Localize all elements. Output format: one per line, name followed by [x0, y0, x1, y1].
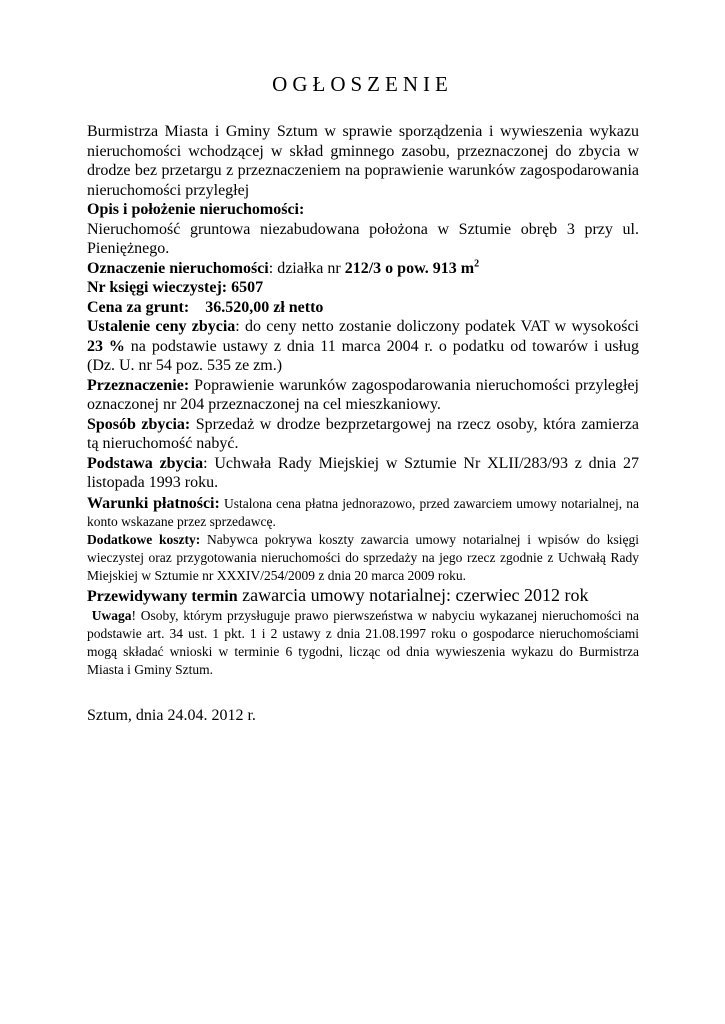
uwaga-label: Uwaga	[91, 607, 132, 623]
przeznaczenie-paragraph	[87, 376, 639, 415]
ustalenie-paragraph	[87, 317, 639, 376]
ustalenie-vat: 23 %	[87, 337, 125, 355]
koszty-text: Nabywca pokrywa koszty zawarcia umowy notarialnej i wpisów do księgi wieczystej oraz przygotowania nieruchomości do sprzedaży na jego rzecz zgodnie z Uchwałą Rady Miejskiej w Sztumie nr XXXIV/254/2009 z dnia 20 marca 2009 roku.	[87, 531, 640, 583]
uwaga-paragraph	[87, 607, 639, 679]
oznaczenie-sup: 2	[474, 258, 480, 270]
podstawa-label: Podstawa zbycia	[87, 454, 204, 472]
cena-line	[87, 298, 639, 318]
oznaczenie-number: 212/3 o pow. 913 m	[344, 259, 475, 277]
document-date: Sztum, dnia 24.04. 2012 r.	[87, 707, 256, 724]
document-body	[87, 122, 639, 679]
oznaczenie-label: Oznaczenie nieruchomości	[87, 259, 269, 277]
termin-line	[87, 585, 639, 607]
ustalenie-text2: na podstawie ustawy z dnia 11 marca 2004 r. o podatku od towarów i usług (Dz. U. nr 54 poz. 535 ze zm.)	[87, 337, 640, 374]
koszty-paragraph	[87, 531, 639, 585]
sposob-paragraph	[87, 415, 639, 454]
intro-paragraph: Burmistrza Miasta i Gminy Sztum w sprawie sporządzenia i wywieszenia wykazu nieruchomości wchodzącej w skład gminnego zasobu, przeznaczonej do zbycia w drodze bez przetargu z przeznaczeniem na poprawienie warunków zagospodarowania nieruchomości przyległej	[87, 123, 639, 199]
warunki-paragraph	[87, 495, 639, 531]
ksiega-line	[87, 278, 639, 298]
ustalenie-text1: : do ceny netto zostanie doliczony podatek VAT w wysokości	[235, 318, 640, 335]
warunki-label: Warunki płatności:	[87, 494, 220, 512]
ksiega-text: Nr księgi wieczystej: 6507	[87, 279, 264, 296]
cena-value: 36.520,00 zł netto	[205, 298, 324, 316]
uwaga-text: ! Osoby, którym przysługuje prawo pierwszeństwa w nabyciu wykazanej nieruchomości na podstawie art. 34 ust. 1 pkt. 1 i 2 ustawy z dnia 21.08.1997 roku o gospodarce nieruchomościami mogą składać wnioski w terminie 6 tygodni, licząc od dnia wywieszenia wykazu do Burmistrza Miasta i Gminy Sztum.	[87, 607, 640, 677]
podstawa-paragraph	[87, 454, 639, 493]
ustalenie-label: Ustalenie ceny zbycia	[87, 318, 236, 335]
przeznaczenie-label: Przeznaczenie:	[87, 376, 190, 394]
termin-label: Przewidywany termin	[87, 587, 238, 605]
warunki-text: Ustalona cena płatna jednorazowo, przed zawarciem umowy notarialnej, na konto wskazane przez sprzedawcę.	[87, 495, 640, 529]
koszty-label: Dodatkowe koszty:	[87, 531, 201, 547]
cena-label: Cena za grunt:	[87, 298, 190, 316]
opis-text: Nieruchomość gruntowa niezabudowana położona w Sztumie obręb 3 przy ul. Pieniężnego.	[87, 220, 639, 257]
oznaczenie-line	[87, 259, 639, 279]
opis-label-text: Opis i położenie nieruchomości:	[87, 201, 305, 218]
document-title: OGŁOSZENIE	[272, 72, 453, 96]
sposob-label: Sposób zbycia:	[87, 415, 191, 433]
sposob-text: Sprzedaż w drodze bezprzetargowej na rzecz osoby, która zamierza tą nieruchomość nabyć.	[87, 415, 640, 452]
podstawa-text: : Uchwała Rady Miejskiej w Sztumie Nr XLII/283/93 z dnia 27 listopada 1993 roku.	[87, 454, 639, 491]
przeznaczenie-text: Poprawienie warunków zagospodarowania nieruchomości przyległej oznaczonej nr 204 przeznaczonej na cel mieszkaniowy.	[87, 376, 639, 413]
termin-text: zawarcia umowy notarialnej: czerwiec 2012 rok	[237, 584, 589, 605]
opis-label	[87, 200, 639, 220]
oznaczenie-mid: : działka nr	[268, 259, 345, 277]
